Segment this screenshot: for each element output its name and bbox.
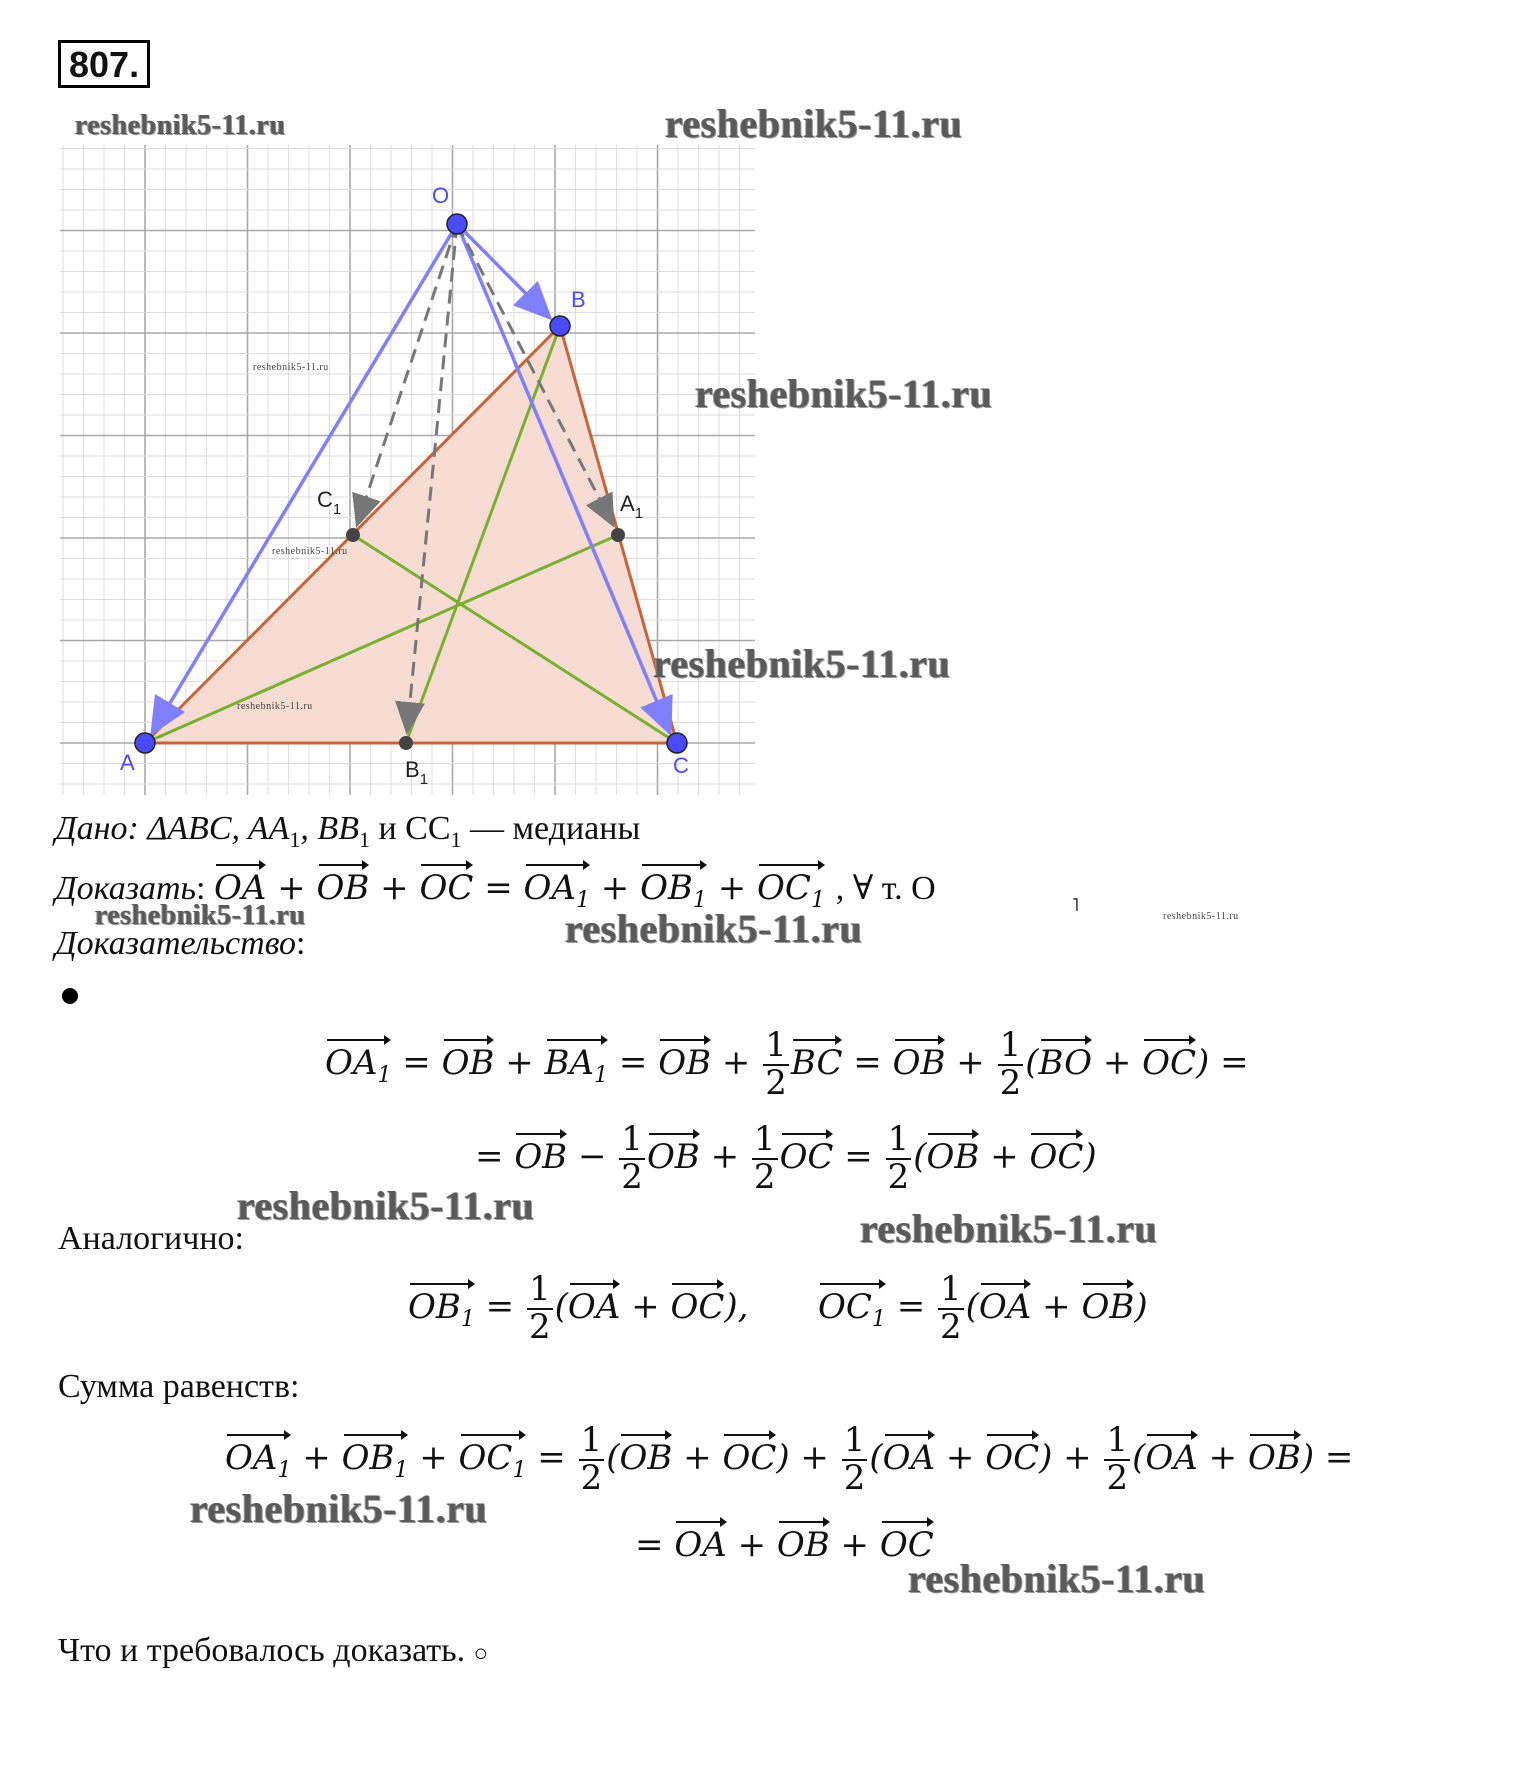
qed-mark: ○ [473,1641,489,1667]
similarly-label: Аналогично: [58,1220,244,1257]
watermark: reshebnik5-11.ru [75,110,286,141]
watermark: reshebnik5-11.ru [253,362,329,373]
watermark: reshebnik5-11.ru [565,906,863,951]
watermark: reshebnik5-11.ru [237,1183,535,1228]
point-b1 [399,736,413,750]
watermark: reshebnik5-11.ru [272,546,348,557]
label-b: B [571,287,586,312]
watermark: reshebnik5-11.ru [237,701,313,712]
sum-label: Сумма равенств: [58,1368,300,1405]
watermark: reshebnik5-11.ru [653,641,951,686]
label-o: O [432,183,450,208]
label-c: C [673,753,689,778]
problem-number: 807. [58,40,150,88]
label-b1: $B_1$ [405,757,429,788]
watermark: reshebnik5-11.ru [860,1206,1158,1251]
point-a1 [611,528,625,542]
tick-mark: ˥ [1072,895,1079,915]
equation-sum-line2: = OA + OB + OC [635,1525,934,1565]
point-c1 [346,528,360,542]
proof-label: Доказательство: [55,925,306,962]
watermark: reshebnik5-11.ru [95,900,306,931]
watermark: reshebnik5-11.ru [908,1556,1206,1601]
watermark: reshebnik5-11.ru [665,101,963,146]
watermark: reshebnik5-11.ru [695,371,993,416]
geometry-diagram [60,145,760,795]
watermark: reshebnik5-11.ru [190,1486,488,1531]
equation-oc1: $OC_1$ = $\frac{1}{2}$ (OA + OB) [818,1269,1148,1347]
point-c [667,733,687,753]
bullet-point [62,988,78,1004]
point-b [550,316,570,336]
point-a [135,733,155,753]
prove-line: Доказать: OA + OB + OC = $OA_1 + OB_1 + OC_1$ , ∀ т. O [55,868,936,913]
watermark: reshebnik5-11.ru [1163,911,1239,922]
equation-ob1: $OB_1$ = $\frac{1}{2}$ (OA + OC), [408,1269,749,1347]
equation-oa1-line1: $OA_1$ = OB + $BA_1$ = OB + $\frac{1}{2}$ BC = OB + $\frac{1}{2}$ (BO + OC) = [325,1025,1249,1103]
equation-sum-line1: $OA_1 + OB_1 + OC_1$ = $\frac{1}{2}$ (OB + OC) + $\frac{1}{2}$ (OA + OC) + $\frac{1}{2}$ (OA + OB) = [225,1420,1354,1498]
qed-line: Что и требовалось доказать. ○ [58,1632,489,1669]
given-line: Дано: ΔABC, $AA_1$, $BB_1$ и $CC_1$ — медианы [55,810,641,852]
label-a1: $A_1$ [620,491,644,522]
point-o [447,214,467,234]
label-a: A [120,750,135,775]
equation-oa1-line2: = OB − $\frac{1}{2}$ OB + $\frac{1}{2}$ OC = $\frac{1}{2}$ (OB + OC) [475,1119,1097,1197]
label-c1: $C_1$ [317,487,342,518]
